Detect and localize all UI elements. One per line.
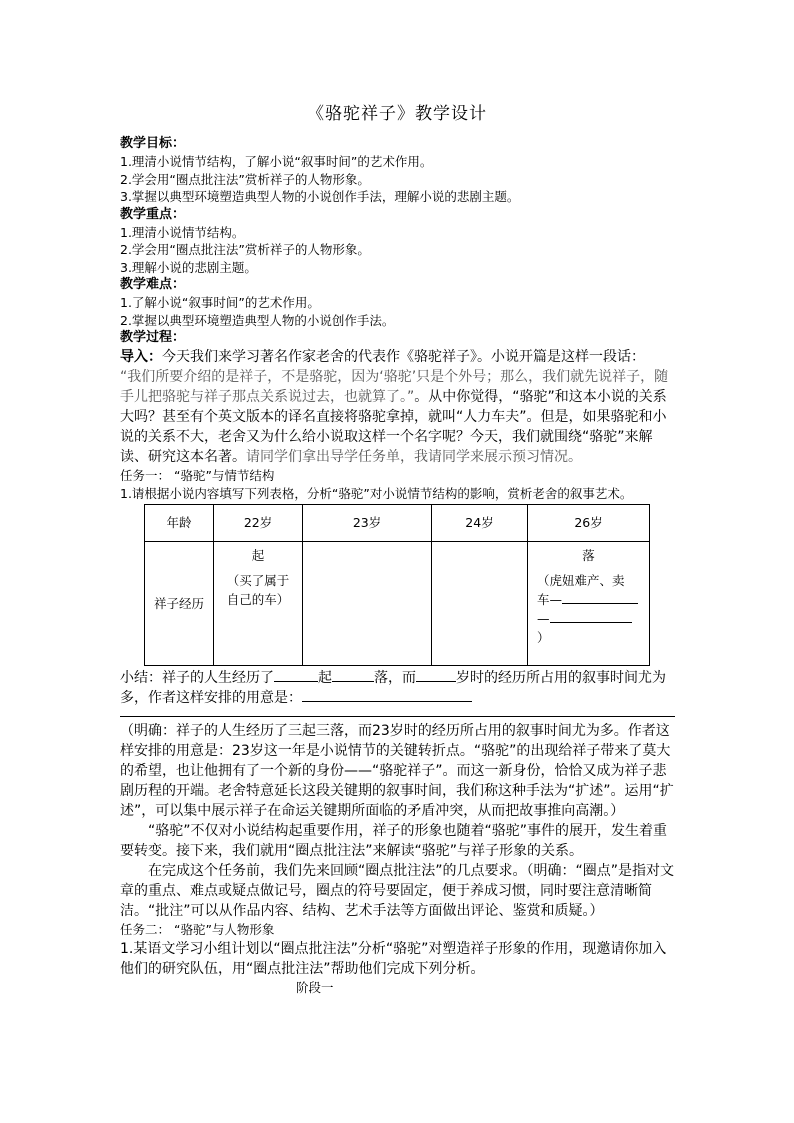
table-cell-24[interactable] [431, 542, 527, 666]
process-heading: 教学过程： [120, 330, 186, 345]
fill-blank[interactable] [332, 668, 374, 682]
intro-paragraph [120, 347, 675, 467]
keypoints-heading: 教学重点： [120, 206, 186, 222]
fall-note-line1: （虎妞难产、卖 [537, 573, 625, 588]
fall-note [529, 571, 648, 647]
table-cell-26 [528, 542, 650, 666]
stage-label: 阶段一 [296, 979, 334, 995]
transition-paragraph: “骆驼”不仅对小说结构起重要作用，祥子的形象也随着“骆驼”事件的展开，发生着重要转变。接下来，我们就用“圈点批注法”来解读“骆驼”与祥子形象的关系。 [120, 823, 668, 859]
keypoint-item: 3.理解小说的悲剧主题。 [120, 259, 257, 275]
intro-quote: “我们所要介绍的是祥子，不是骆驼，因为‘骆驼’只是个外号；那么，我们就先说祥子，随手儿把骆驼与祥子那点关系说过去，也就算了。” [120, 369, 669, 405]
table-header-row [145, 505, 650, 542]
goal-item: 3.掌握以典型环境塑造典型人物的小说创作手法，理解小说的悲剧主题。 [120, 189, 520, 204]
rise-mark: 起 [251, 548, 265, 563]
keypoint-item: 2.学会用“圈点批注法”赏析祥子的人物形象。 [120, 242, 370, 257]
task1-title: 任务一： “骆驼”与情节结构 [120, 468, 275, 483]
table-row-label: 祥子经历 [145, 542, 214, 666]
rise-note: （买了属于自己的车） [226, 573, 290, 607]
table-header-cell: 26岁 [528, 505, 650, 542]
task2-title: 任务二： “骆驼”与人物形象 [120, 922, 275, 937]
table-header-cell: 22岁 [213, 505, 302, 542]
document-body [120, 135, 675, 996]
intro-label: 导入： [120, 349, 162, 365]
table-header-cell: 23岁 [303, 505, 432, 542]
difficulties-heading: 教学难点： [120, 277, 186, 292]
goal-item: 2.学会用“圈点批注法”赏析祥子的人物形象。 [120, 171, 370, 187]
summary-t1: 起 [318, 670, 332, 686]
table-header-cell: 年龄 [145, 505, 214, 542]
answer-paragraph: （明确：祥子的人生经历了三起三落，而23岁时的经历所占用的叙事时间尤为多。作者这样安排的用意是：23岁这一年是小说情节的关键转折点。“骆驼”的出现给祥子带来了莫大的希望，也让他拥有了一个新的身份——“骆驼祥子”。而这一新身份，恰恰又成为祥子悲剧历程的开端。老舍特意延长这段关键期的叙事时间，我们称这种手法为“扩述”。运用“扩述”，可以集中展示祥子在命运关键期所面临的矛盾冲突，从而把故事推向高潮。） [120, 723, 674, 819]
fill-blank[interactable] [416, 668, 456, 682]
table-header-cell: 24岁 [431, 505, 527, 542]
difficulty-item: 1.了解小说“叙事时间”的艺术作用。 [120, 295, 320, 310]
table-cell-22 [213, 542, 302, 666]
intro-rest: 。从中你觉得，“骆驼”和这本小说的关系大吗？甚至有个英文版本的译名直接将骆驼拿掉，就叫“人力车夫”。但是，如果骆驼和小说的关系不大，老舍又为什么给小说取这样一个名字呢？今天，我们就围绕“骆驼”来解读、研究这本名著。 [120, 389, 667, 465]
task2-question: 1.某语文学习小组计划以“圈点批注法”分析“骆驼”对塑造祥子形象的作用，现邀请你加入他们的研究队伍，用“圈点批注法”帮助他们完成下列分析。 [120, 940, 667, 977]
goal-item: 1.理清小说情节结构，了解小说“叙事时间”的艺术作用。 [120, 154, 433, 169]
answer-line[interactable] [120, 708, 675, 717]
fill-blank[interactable] [562, 590, 638, 604]
fall-mark: 落 [582, 548, 595, 563]
fill-blank[interactable] [550, 609, 632, 623]
task1-question: 1.请根据小说内容填写下列表格，分析“骆驼”对小说情节结构的影响，赏析老舍的叙事艺术。 [120, 485, 633, 501]
summary-label: 小结：祥子的人生经历了 [120, 670, 274, 686]
goals-heading: 教学目标： [120, 136, 186, 151]
fill-blank[interactable] [274, 668, 318, 682]
plot-table [144, 504, 650, 666]
fall-note-line3: — [537, 611, 550, 626]
difficulty-item: 2.掌握以典型环境塑造典型人物的小说创作手法。 [120, 312, 395, 328]
table-cell-23[interactable] [303, 542, 432, 666]
fall-note-line2: 车— [537, 592, 563, 607]
keypoint-item: 1.理清小说情节结构。 [120, 224, 245, 240]
fill-blank[interactable] [302, 688, 472, 702]
intro-text: 今天我们来学习著名作家老舍的代表作《骆驼祥子》。小说开篇是这样一段话： [162, 349, 645, 365]
fall-note-line4: ） [537, 630, 550, 645]
summary-t2: 落，而 [374, 670, 416, 686]
summary-t3: 岁时的经历所占用的叙事时间尤为多，作者这样安排的用意是： [120, 670, 666, 706]
table-row [145, 542, 650, 666]
document-title: 《骆驼祥子》教学设计 [307, 104, 487, 124]
intro-gray: 请同学们拿出导学任务单，我请同学来展示预习情况。 [246, 449, 582, 465]
summary-paragraph [120, 668, 675, 708]
method-paragraph: 在完成这个任务前，我们先来回顾“圈点批注法”的几点要求。（明确：“圈点”是指对文章的重点、难点或疑点做记号，圈点的符号要固定，便于养成习惯，同时要注意清晰简洁。“批注”可以从作品内容、结构、艺术手法等方面做出评论、鉴赏和质疑。） [120, 863, 675, 919]
